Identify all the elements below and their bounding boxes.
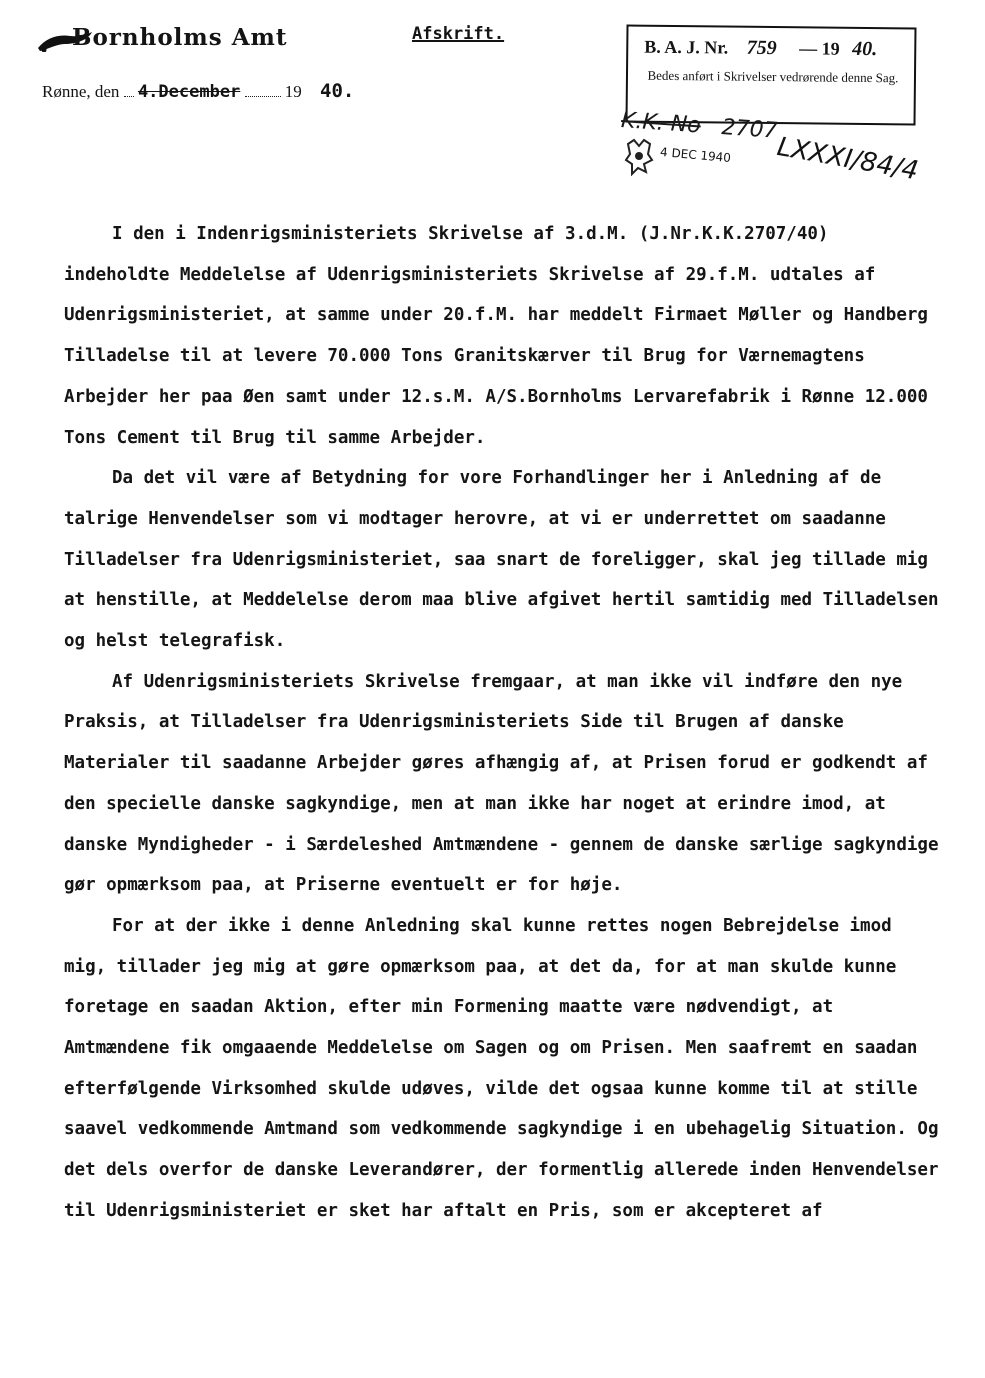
dot-leader <box>245 96 281 97</box>
reference-label: B. A. J. Nr. <box>644 36 729 58</box>
reference-year-label: — 19 <box>799 38 840 59</box>
place-date-line <box>42 80 354 102</box>
body-paragraph: Da det vil være af Betydning for vore Forhandlinger her i Anledning af de talrige Henvendelser som vi modtager herovre, at vi er underrettet om saadanne Tilladelser fra Udenrigsministeriet, saa snart de foreligger, skal jeg tillade mig at henstille, at Meddelelse derom maa blive afgivet hertil samtidig med Tilladelsen og helst telegrafisk. <box>64 468 939 652</box>
letter-date: 4.December <box>137 82 241 102</box>
year-prefix: 19 <box>284 82 302 101</box>
dot-leader <box>124 96 134 97</box>
body-paragraph: For at der ikke i denne Anledning skal kunne rettes nogen Bebrejdelse imod mig, tillader jeg mig at gøre opmærksom paa, at det da, for at man skulde kunne foretage en saadan Aktion, efter min Formening maatte være nødvendigt, at Amtmændene fik omgaaende Meddelelse om Sagen og om Prisen. Men saafremt en saadan efterfølgende Virksomhed skulde udøves, vilde det ogsaa kunne komme til at stille saavel vedkommende Amtmand som vedkommende sagkyndige i en ubehagelig Situation. Og det dels overfor de danske Leverandører, der formentlig allerede inden Henvendelser til Udenrigsministeriet er sket har aftalt en Pris, som er akcepteret af <box>64 915 939 1221</box>
body-paragraph: Af Udenrigsministeriets Skrivelse fremgaar, at man ikke vil indføre den nye Praksis, at Tilladelser fra Udenrigsministeriets Side til Brugen af danske Materialer til saadanne Arbejder gøres afhængig af, at Prisen forud er godkendt af den specielle danske sagkyndige, men at man ikke har noget at erindre imod, at danske Myndigheder - i Særdeleshed Amtmændene - gennem de danske særlige sagkyndige gør opmærksom paa, at Priserne eventuelt er for høje. <box>64 671 939 896</box>
reference-number: 759 <box>746 36 777 60</box>
kk-label: K.K. No <box>620 108 702 139</box>
place-label: Rønne, den <box>42 82 120 101</box>
reference-instruction: Bedes anført i Skrivelser vedrørende denne Sag. <box>647 67 899 86</box>
kk-number: 2707 <box>720 115 779 144</box>
body-paragraph: I den i Indenrigsministeriets Skrivelse af 3.d.M. (J.Nr.K.K.2707/40) indeholdte Meddelelse af Udenrigsministeriets Skrivelse af 29.f.M. udtales af Udenrigsministeriet, at samme under 20.f.M. har meddelt Firmaet Møller og Handberg Tilladelse til at levere 70.000 Tons Granitskærver til Brug for Værnemagtens Arbejder her paa Øen samt under 12.s.M. A/S.Bornholms Lervarefabrik i Rønne 12.000 Tons Cement til Brug til samme Arbejder. <box>64 224 928 448</box>
stamp-crown-icon <box>624 138 654 176</box>
letterhead-authority: Bornholms Amt <box>72 24 288 51</box>
letter-body <box>64 214 944 1232</box>
copy-label: Afskrift. <box>412 24 505 44</box>
received-date-stamp: 4 DEC 1940 <box>659 144 732 166</box>
journal-reference: LXXXI/84/4 <box>774 132 921 187</box>
reference-year: 40. <box>852 37 878 61</box>
reference-number-line <box>644 36 877 61</box>
year-suffix: 40. <box>320 80 355 102</box>
